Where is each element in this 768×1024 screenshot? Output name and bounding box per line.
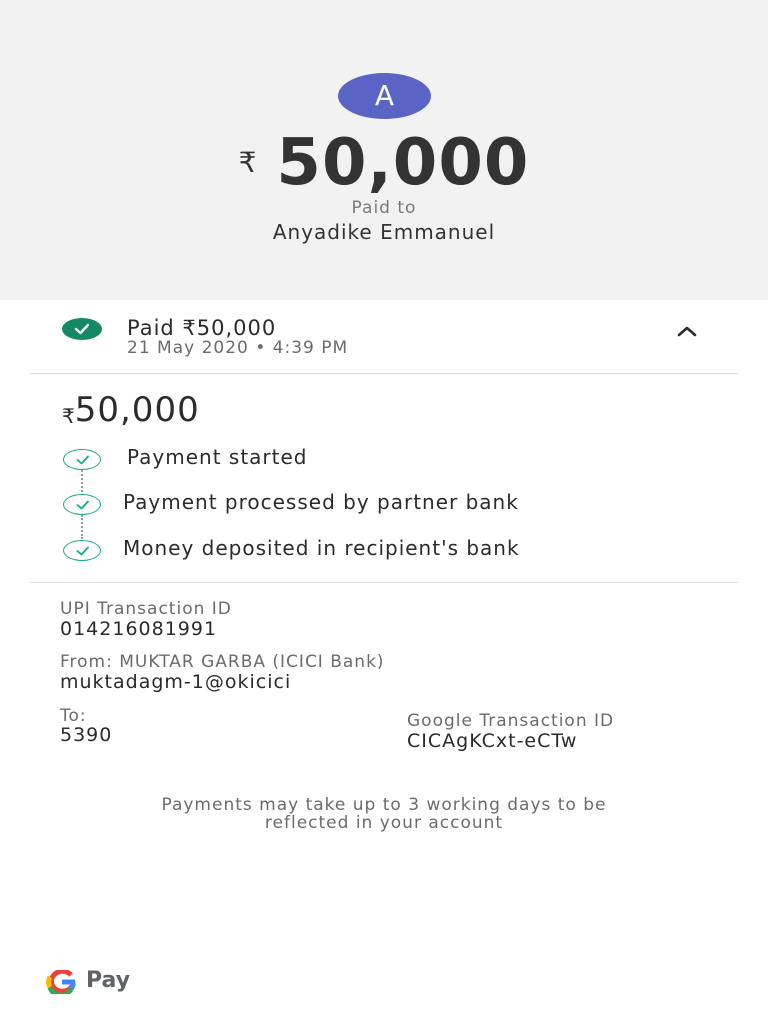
check-icon <box>63 449 101 470</box>
note-line: Payments may take up to 3 working days to be <box>161 795 607 815</box>
step-payment-started <box>0 443 768 473</box>
check-icon <box>63 494 101 515</box>
check-icon <box>63 540 101 561</box>
paid-to-label: Paid to <box>351 198 417 218</box>
status-row[interactable] <box>0 305 768 369</box>
chevron-up-icon[interactable] <box>676 323 698 342</box>
upi-transaction-label: UPI Transaction ID <box>60 599 232 619</box>
step-label: Payment processed by partner bank <box>123 490 519 514</box>
to-label: To: <box>60 706 87 726</box>
from-label: From: MUKTAR GARBA (ICICI Bank) <box>60 652 385 672</box>
google-g-icon <box>44 970 78 998</box>
status-title: Paid ₹50,000 <box>127 316 277 340</box>
detail-amount <box>62 390 200 430</box>
step-label: Money deposited in recipient's bank <box>123 536 520 560</box>
processing-note <box>0 796 768 832</box>
status-date: 21 May 2020 • 4:39 PM <box>127 338 349 358</box>
to-value: 5390 <box>60 724 113 746</box>
google-transaction-label: Google Transaction ID <box>407 711 615 731</box>
payment-header <box>0 0 768 300</box>
step-payment-processed <box>0 488 768 518</box>
avatar: A <box>338 73 431 119</box>
pay-label: Pay <box>86 968 131 993</box>
upi-transaction-id: 014216081991 <box>60 618 218 640</box>
note-line: reflected in your account <box>264 813 504 833</box>
amount-display <box>0 126 768 200</box>
amount-value: 50,000 <box>276 126 530 200</box>
detail-amount-value: 50,000 <box>74 390 200 430</box>
step-money-deposited <box>0 534 768 564</box>
from-vpa: muktadagm-1@okicici <box>60 671 292 693</box>
payee-name: Anyadike Emmanuel <box>272 220 496 244</box>
divider <box>30 373 738 374</box>
divider <box>30 582 738 583</box>
google-transaction-id: CICAgKCxt-eCTw <box>407 730 578 752</box>
currency-symbol: ₹ <box>62 404 75 428</box>
step-label: Payment started <box>127 445 308 469</box>
check-circle-icon <box>62 318 102 340</box>
currency-symbol: ₹ <box>238 146 257 179</box>
